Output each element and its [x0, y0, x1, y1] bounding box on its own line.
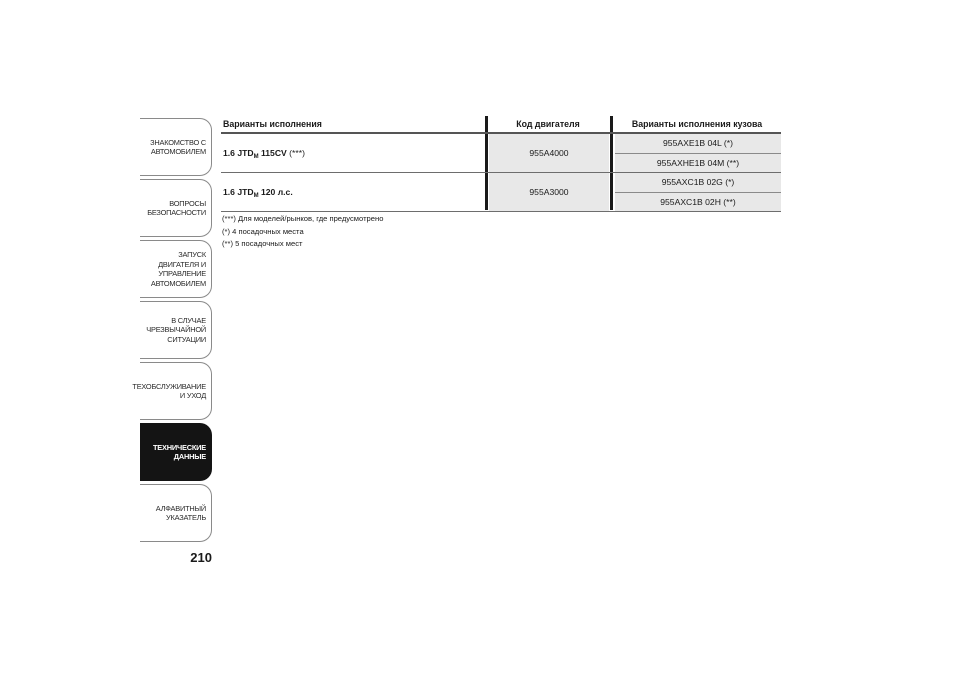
model-subscript: M: [253, 193, 259, 199]
tab-label: ВОПРОСЫ БЕЗОПАСНОСТИ: [147, 198, 206, 217]
body-variants-cell: [615, 134, 781, 172]
body-variant: 955AXE1B 04L (*): [615, 134, 781, 153]
tab-intro[interactable]: [140, 118, 212, 176]
footnote: (*) 4 посадочных места: [222, 226, 304, 236]
footnotes: [222, 213, 383, 251]
table-header: [221, 116, 781, 134]
engine-variants-table: [221, 116, 781, 212]
tab-label: ТЕХОБСЛУЖИВАНИЕ И УХОД: [132, 381, 206, 400]
header-engine-code: Код двигателя: [516, 119, 580, 129]
tab-label: ЗАПУСК ДВИГАТЕЛЯ И УПРАВЛЕНИЕ АВТОМОБИЛЕМ: [150, 250, 206, 288]
tab-label: ЗНАКОМСТВО С АВТОМОБИЛЕМ: [150, 137, 206, 156]
tab-index[interactable]: [140, 484, 212, 542]
tab-technical-data[interactable]: [140, 423, 212, 481]
tab-label: В СЛУЧАЕ ЧРЕЗВЫЧАЙНОЙ СИТУАЦИИ: [146, 315, 206, 344]
engine-code-cell: 955A4000: [489, 134, 609, 172]
engine-code-cell: 955A3000: [489, 173, 609, 211]
table-row: [221, 173, 781, 212]
body-variant: 955AXHE1B 04M (**): [615, 153, 781, 173]
header-variant: Варианты исполнения: [223, 119, 322, 129]
footnote: (***) Для моделей/рынков, где предусмотрено: [222, 214, 384, 223]
model-note: (***): [289, 148, 305, 158]
model-name: 1.6 JTD: [223, 148, 254, 158]
body-variant: 955AXC1B 02H (**): [615, 192, 781, 212]
tab-starting-driving[interactable]: [140, 240, 212, 298]
body-variants-cell: [615, 173, 781, 211]
footnote: (**) 5 посадочных мест: [222, 239, 303, 248]
tab-safety[interactable]: [140, 179, 212, 237]
tab-label: АЛФАВИТНЫЙ УКАЗАТЕЛЬ: [155, 503, 206, 522]
tab-label: ТЕХНИЧЕСКИЕ ДАННЫЕ: [152, 442, 206, 461]
model-subscript: M: [253, 154, 259, 160]
model-power: 120 л.с.: [260, 187, 293, 197]
body-variant: 955AXC1B 02G (*): [615, 173, 781, 192]
model-cell: [223, 187, 293, 199]
header-body-variant: Варианты исполнения кузова: [631, 119, 763, 129]
table-row: [221, 134, 781, 173]
tab-maintenance[interactable]: [132, 362, 212, 420]
model-cell: [223, 148, 305, 160]
model-power: 115CV: [260, 148, 287, 158]
page-number: 210: [190, 550, 212, 565]
model-name: 1.6 JTD: [223, 187, 254, 197]
tab-emergency[interactable]: [140, 301, 212, 359]
